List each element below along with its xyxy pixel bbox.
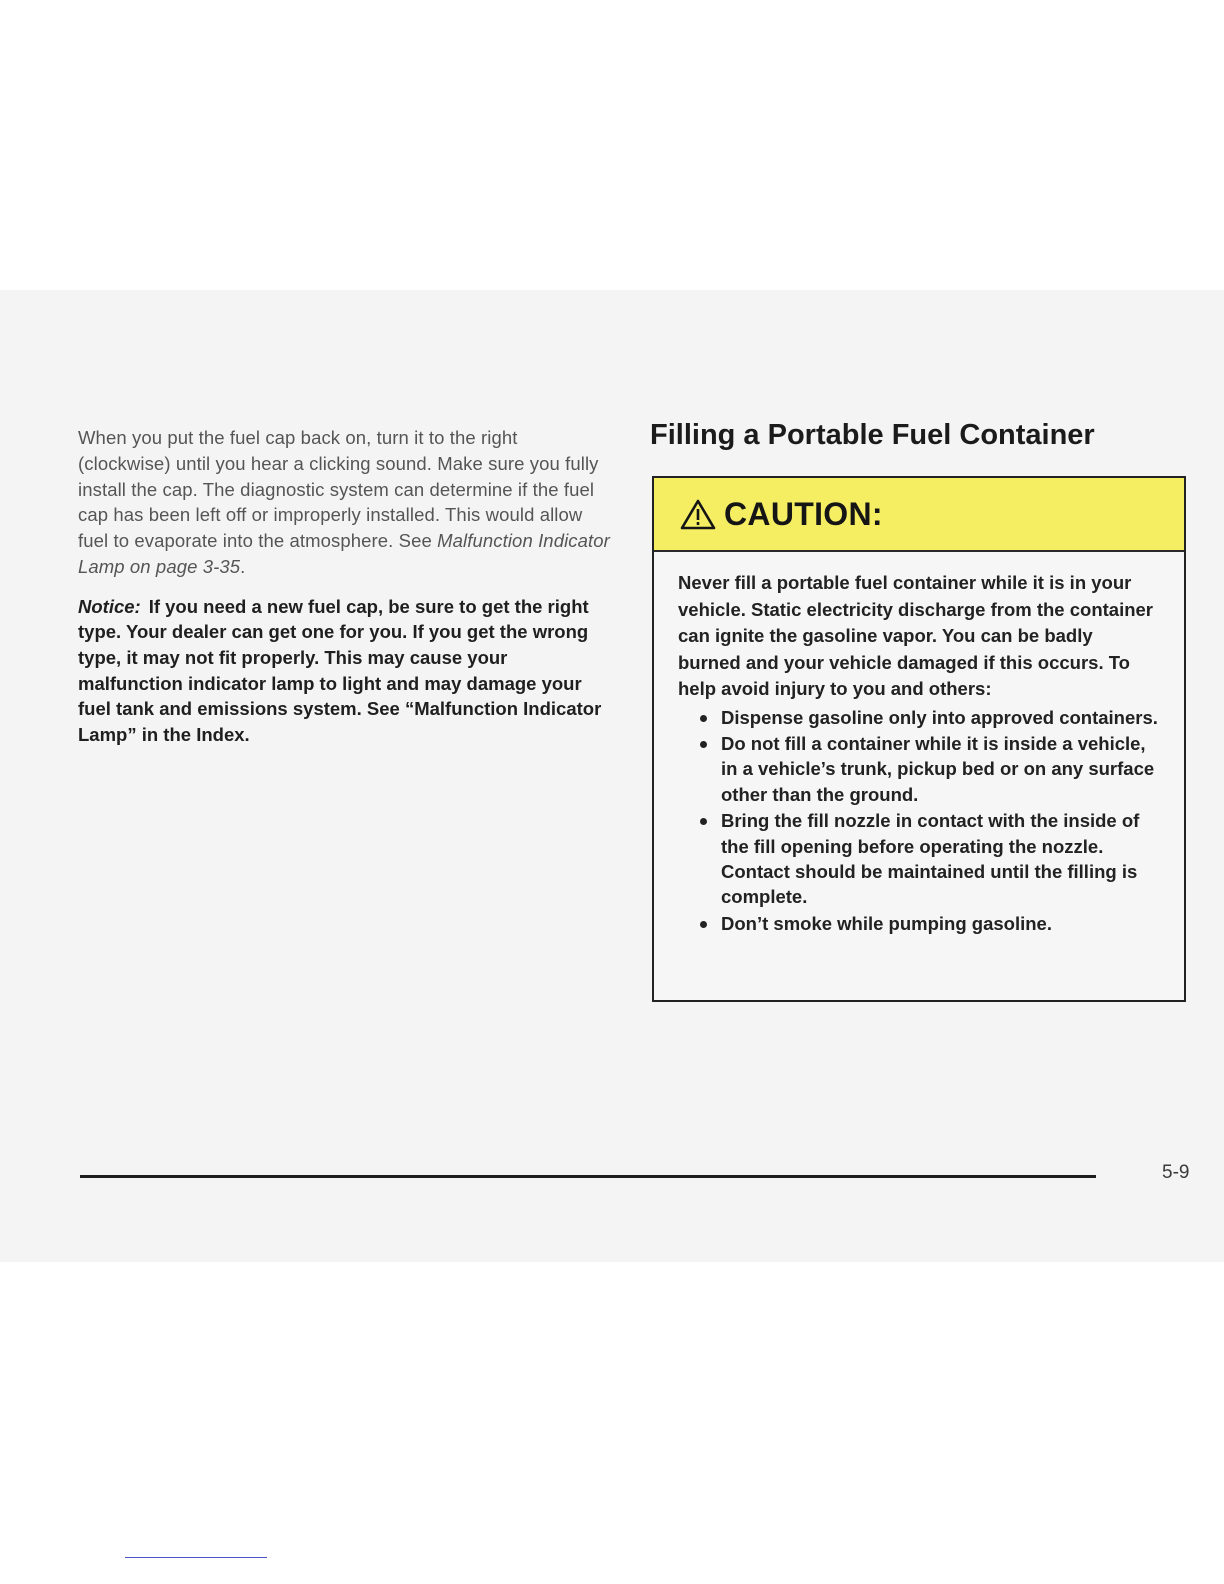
caution-body <box>654 552 1184 936</box>
list-item <box>698 911 1160 936</box>
left-column <box>78 425 613 747</box>
page-number: 5-9 <box>1162 1162 1190 1183</box>
list-item-text: Bring the fill nozzle in contact with the inside of the fill opening before operating the nozzle. Contact should be maintained until the filling is complete. <box>721 810 1140 908</box>
paragraph-text: When you put the fuel cap back on, turn it to the right (clockwise) until you hear a clicking sound. Make sure you fully install the cap. The diagnostic system can determine if the fuel cap has been left off or improperly installed. This would allow fuel to evaporate into the atmosphere. See <box>78 427 599 552</box>
bullet-icon <box>700 921 707 928</box>
list-item <box>698 808 1160 910</box>
bottom-divider <box>125 1557 267 1558</box>
list-item <box>698 705 1160 730</box>
list-item <box>698 731 1160 807</box>
list-item-text: Don’t smoke while pumping gasoline. <box>721 912 1052 934</box>
caution-header <box>654 478 1184 552</box>
right-column <box>650 412 1195 458</box>
bullet-icon <box>700 715 707 722</box>
notice-label: Notice: <box>78 595 141 617</box>
malfunction-lamp-reference[interactable]: Malfunction Indicator Lamp on page 3-35 <box>78 530 610 577</box>
footer-divider <box>80 1175 1096 1178</box>
notice-paragraph <box>78 594 613 748</box>
section-title: Filling a Portable Fuel Container <box>650 419 1095 451</box>
fuel-cap-paragraph <box>78 425 613 580</box>
caution-title: CAUTION: <box>724 495 883 532</box>
caution-list <box>678 705 1160 937</box>
notice-text: If you need a new fuel cap, be sure to get the right type. Your dealer can get one for you. If you get the wrong type, it may not fit properly. This may cause your malfunction indicator lamp to light and may damage your fuel tank and emissions system. See “Malfunction Indicator Lamp” in the Index. <box>78 595 602 745</box>
caution-intro: Never fill a portable fuel container while it is in your vehicle. Static electricity discharge from the container can ignite the gasoline vapor. You can be badly burned and your vehicle damaged if this occurs. To help avoid injury to you and others: <box>678 572 1154 699</box>
warning-triangle-icon <box>680 498 716 530</box>
list-item-text: Do not fill a container while it is inside a vehicle, in a vehicle’s trunk, pickup bed or on any surface other than the ground. <box>721 732 1155 805</box>
paragraph-end: . <box>240 555 246 577</box>
list-item-text: Dispense gasoline only into approved containers. <box>721 706 1158 728</box>
bullet-icon <box>700 818 707 825</box>
bullet-icon <box>700 741 707 748</box>
caution-box <box>652 476 1186 1002</box>
